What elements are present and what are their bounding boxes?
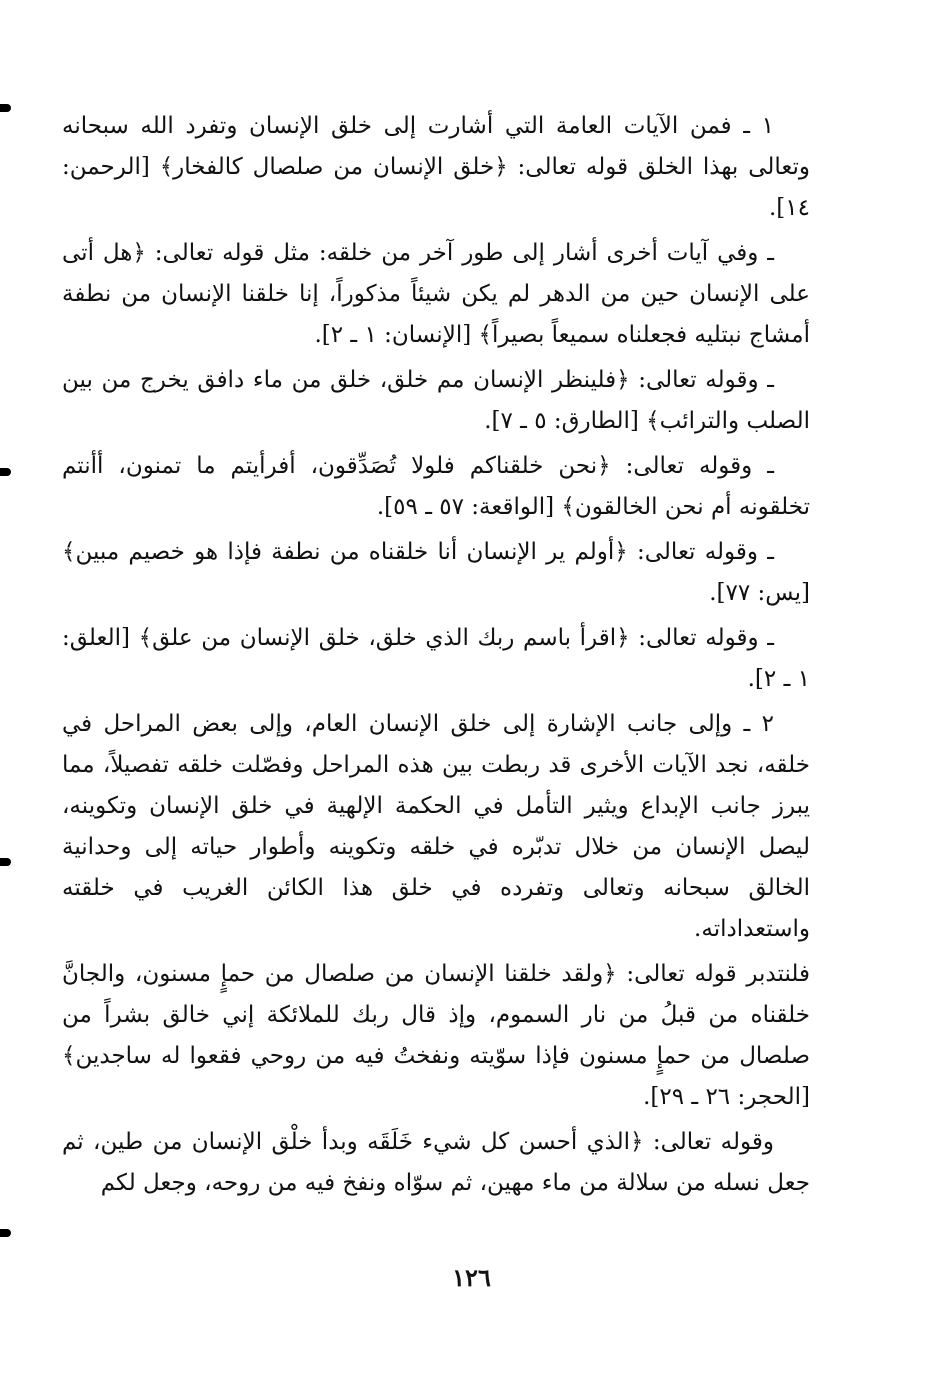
scan-edge-mark	[0, 104, 11, 112]
paragraph-3: ـ وقوله تعالى: ﴿فلينظر الإنسان مم خلق، خلق من ماء دافق يخرج من بين الصلب والترائب﴾ [الطارق: ٥ ـ ٧].	[62, 367, 810, 434]
scan-edge-mark	[0, 858, 11, 866]
page-number: ١٢٦	[452, 1263, 491, 1292]
paragraph-2: ـ وفي آيات أخرى أشار إلى طور آخر من خلقه: مثل قوله تعالى: ﴿هل أتى على الإنسان حين من الدهر لم يكن شيئاً مذكوراً، إنا خلقنا الإنسان من نطفة أمشاج نبتليه فجعلناه سميعاً بصيراً﴾ [الإنسان: ١ ـ ٢].	[62, 240, 810, 348]
paragraph-1: ١ ـ فمن الآيات العامة التي أشارت إلى خلق الإنسان وتفرد الله سبحانه وتعالى بهذا الخلق قوله تعالى: ﴿خلق الإنسان من صلصال كالفخار﴾ [الرحمن: ١٤].	[62, 113, 810, 221]
paragraph-8: فلنتدبر قوله تعالى: ﴿ولقد خلقنا الإنسان من صلصال من حمإٍ مسنون، والجانَّ خلقناه من قبلُ من نار السموم، وإذ قال ربك للملائكة إني خالق بشراً من صلصال من حمإٍ مسنون فإذا سوّيته ونفختُ فيه من روحي فقعوا له ساجدين﴾ [الحجر: ٢٦ ـ ٢٩].	[62, 961, 810, 1110]
paragraph-4: ـ وقوله تعالى: ﴿نحن خلقناكم فلولا تُصَدِّقون، أفرأيتم ما تمنون، أأنتم تخلقونه أم نحن الخالقون﴾ [الواقعة: ٥٧ ـ ٥٩].	[62, 453, 810, 520]
paragraph-9: وقوله تعالى: ﴿الذي أحسن كل شيء خَلَقَه وبدأ خلْق الإنسان من طين، ثم جعل نسله من سلالة من ماء مهين، ثم سوّاه ونفخ فيه من روحه، وجعل لكم	[62, 1129, 810, 1196]
paragraph-7: ٢ ـ وإلى جانب الإشارة إلى خلق الإنسان العام، وإلى بعض المراحل في خلقه، نجد الآيات الأخرى قد ربطت بين هذه المراحل وفصّلت خلقه تفصيلاً، مما يبرز جانب الإبداع ويثير التأمل في الحكمة الإلهية في خلق الإنسان وتكوينه، ليصل الإنسان من خلال تدبّره في خلقه وتكوينه وأطوار حياته إلى وحدانية الخالق سبحانه وتعالى وتفرده في خلق هذا الكائن الغريب في خلقته واستعداداته.	[62, 711, 810, 942]
paragraph-5: ـ وقوله تعالى: ﴿أولم ير الإنسان أنا خلقناه من نطفة فإذا هو خصيم مبين﴾ [يس: ٧٧].	[62, 539, 810, 606]
scan-edge-mark	[0, 468, 11, 476]
paragraph-6: ـ وقوله تعالى: ﴿اقرأ باسم ربك الذي خلق، خلق الإنسان من علق﴾ [العلق: ١ ـ ٢].	[62, 625, 810, 692]
scan-edge-mark	[0, 1229, 11, 1237]
page-body	[62, 106, 810, 1208]
